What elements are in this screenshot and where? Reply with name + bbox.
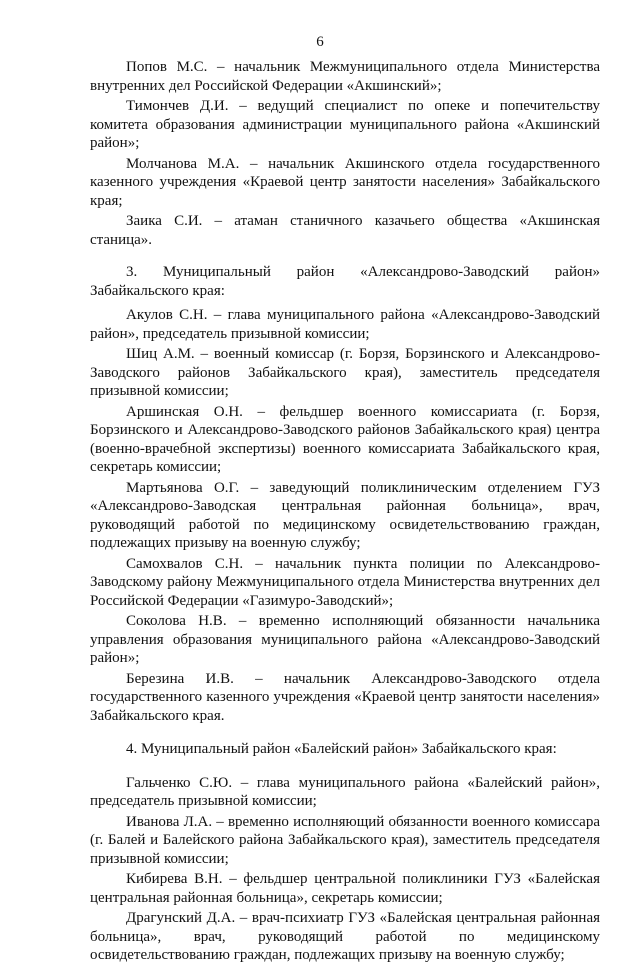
member-entry: Аршинская О.Н. – фельдшер военного комиссариата (г. Борзя, Борзинского и Александрово-Заводского районов Забайкальского края) центра (военно-врачебной экспертизы) военного комиссариата Забайкальского края, секретарь комиссии;: [90, 403, 600, 475]
member-entry: Шиц А.М. – военный комиссар (г. Борзя, Борзинского и Александрово-Заводского районов Забайкальского края), заместитель председателя призывной комиссии;: [90, 346, 600, 399]
member-entry: Попов М.С. – начальник Межмуниципального отдела Министерства внутренних дел Российской Федерации «Акшинский»;: [90, 59, 600, 94]
member-entry: Мартьянова О.Г. – заведующий поликлиническим отделением ГУЗ «Александрово-Заводская центральная районная больница», врач, руководящий работой по медицинскому освидетельствованию граждан, подлежащих призыву на военную службу;: [90, 479, 600, 551]
member-entry: Драгунский Д.А. – врач-психиатр ГУЗ «Балейская центральная районная больница», врач, руководящий работой по медицинскому освидетельствованию граждан, подлежащих призыву на военную службу;: [90, 910, 600, 963]
page-number: 6: [316, 34, 324, 50]
member-entry: Гальченко С.Ю. – глава муниципального района «Балейский район», председатель призывной комиссии;: [90, 774, 600, 809]
section-heading-4: 4. Муниципальный район «Балейский район» Забайкальского края:: [126, 741, 557, 757]
member-entry: Иванова Л.А. – временно исполняющий обязанности военного комиссара (г. Балей и Балейского района Забайкальского края), заместитель председателя призывной комиссии;: [90, 813, 600, 867]
member-entry: Кибирева В.Н. – фельдшер центральной поликлиники ГУЗ «Балейская центральная районная больница», секретарь комиссии;: [90, 871, 600, 906]
member-entry: Тимончев Д.И. – ведущий специалист по опеке и попечительству комитета образования администрации муниципального района «Акшинский район»;: [90, 98, 600, 151]
document-body: [90, 58, 600, 967]
member-entry: Соколова Н.В. – временно исполняющий обязанности начальника управления образования муниципального района «Александрово-Заводский район»;: [90, 613, 600, 666]
section-heading-3-text: 3. Муниципальный район «Александрово-Заводский район» Забайкальского края:: [90, 264, 600, 299]
member-entry: Березина И.В. – начальник Александрово-Заводского отдела государственного казенного учреждения «Краевой центр занятости населения» Забайкальского края.: [90, 670, 600, 724]
section-heading-3: [90, 263, 600, 300]
member-entry: Молчанова М.А. – начальник Акшинского отдела государственного казенного учреждения «Краевой центр занятости населения» Забайкальского края;: [90, 155, 600, 209]
member-entry: Самохвалов С.Н. – начальник пункта полиции по Александрово-Заводскому району Межмуниципального отдела Министерства внутренних дел Российской Федерации «Газимуро-Заводский»;: [90, 555, 600, 609]
member-entry: Заика С.И. – атаман станичного казачьего общества «Акшинская станица».: [90, 213, 600, 248]
member-entry: Акулов С.Н. – глава муниципального района «Александрово-Заводский район», председатель призывной комиссии;: [90, 307, 600, 342]
